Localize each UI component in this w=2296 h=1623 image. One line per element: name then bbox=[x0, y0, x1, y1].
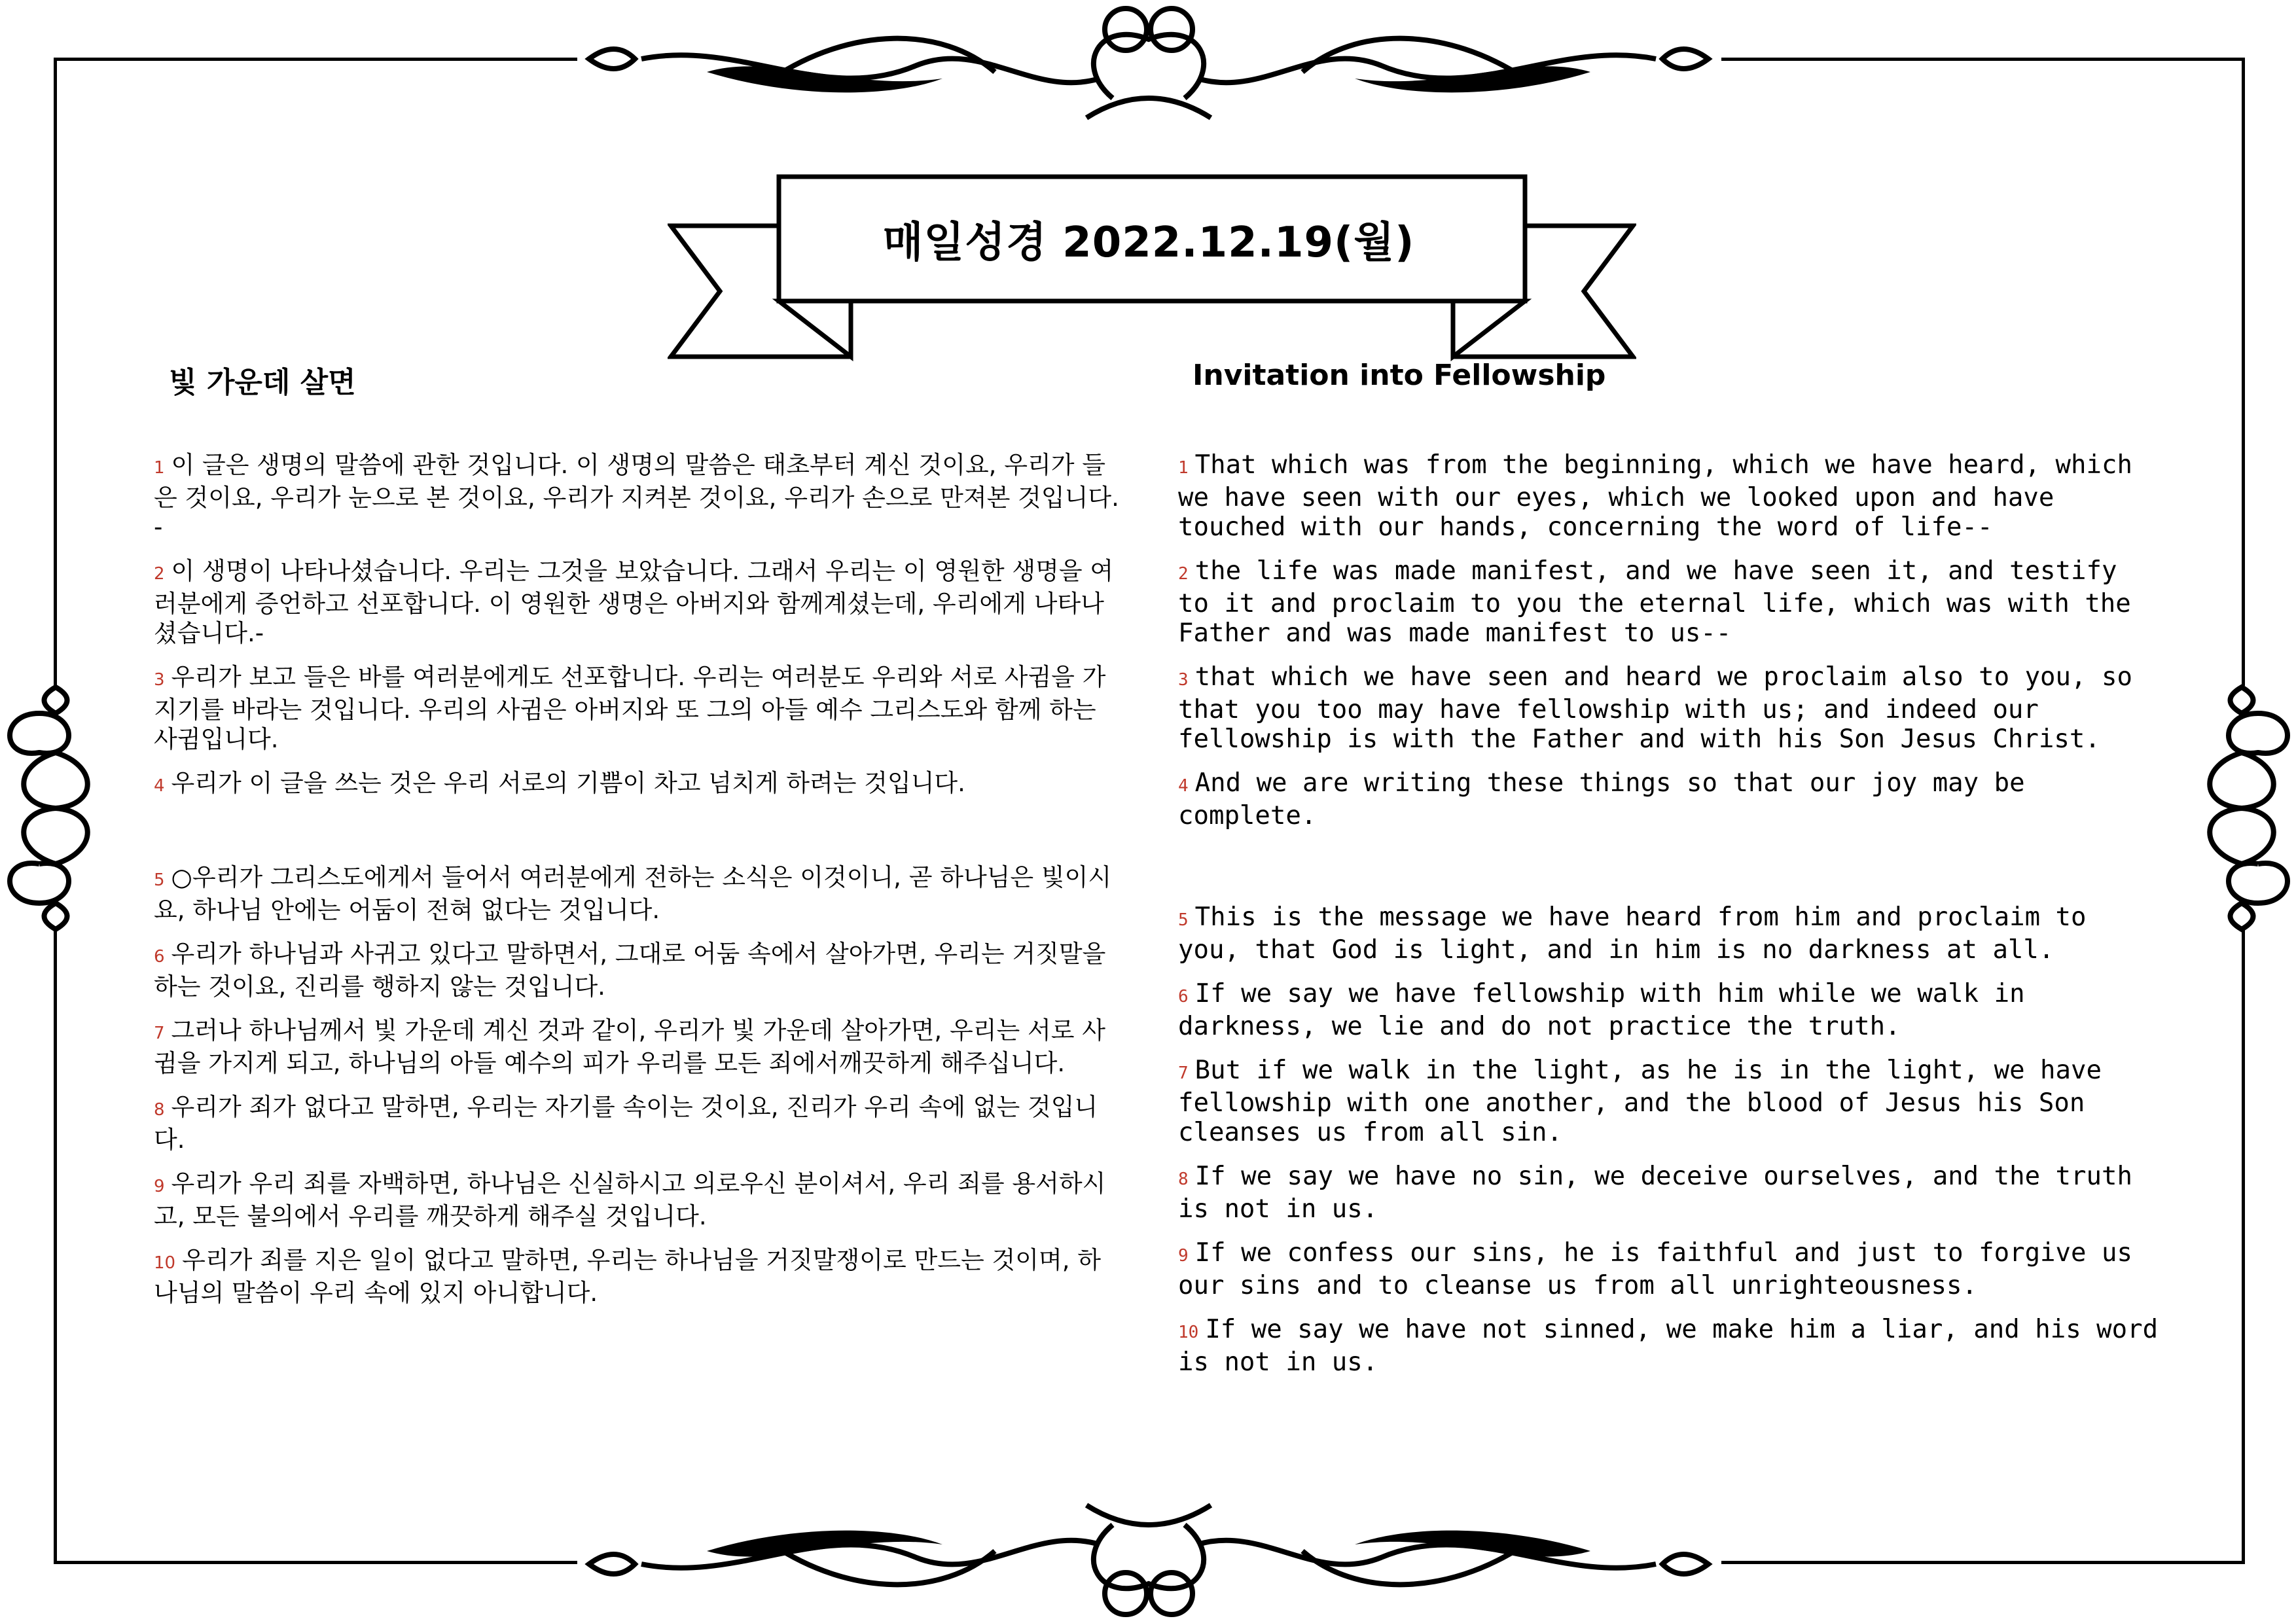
verse-text: If we say we have no sin, we deceive ourselves, and the truth is not in us. bbox=[1178, 1162, 2132, 1224]
verse-number: 4 bbox=[154, 776, 165, 796]
verse-number: 8 bbox=[1178, 1169, 1189, 1189]
verse-text: And we are writing these things so that our joy may be complete. bbox=[1178, 768, 2025, 830]
verse-number: 10 bbox=[1178, 1323, 1199, 1342]
english-verse bbox=[1178, 662, 2160, 754]
verse-text: This is the message we have heard from him and proclaim to you, that God is light, and in him is no darkness at all. bbox=[1178, 902, 2087, 965]
frame-right-top-line bbox=[2242, 58, 2245, 686]
english-verse bbox=[1178, 1315, 2160, 1377]
verse-number: 3 bbox=[154, 670, 165, 690]
verse-text: 이 글은 생명의 말씀에 관한 것입니다. 이 생명의 말씀은 태초부터 계신 것이요, 우리가 들은 것이요, 우리가 눈으로 본 것이요, 우리가 지켜본 것이요, 우리가 손으로 만져본 것입니다. - bbox=[154, 451, 1119, 541]
right-side-ornament bbox=[2186, 674, 2296, 942]
verse-text: 우리가 이 글을 쓰는 것은 우리 서로의 기쁨이 차고 넘치게 하려는 것입니다. bbox=[171, 769, 965, 797]
english-verse bbox=[1178, 902, 2160, 965]
verse-number: 3 bbox=[1178, 670, 1189, 690]
korean-section-heading: 빛 가운데 살면 bbox=[169, 366, 356, 399]
verse-text: If we say we have fellowship with him while we walk in darkness, we lie and do not practice the truth. bbox=[1178, 979, 2025, 1041]
english-verse bbox=[1178, 768, 2160, 830]
english-verse bbox=[1178, 450, 2160, 542]
frame-top-right-line bbox=[1721, 58, 2245, 61]
verse-text: 우리가 하나님과 사귀고 있다고 말하면서, 그대로 어둠 속에서 살아가면, 우리는 거짓말을 하는 것이요, 진리를 행하지 않는 것입니다. bbox=[154, 940, 1106, 1001]
korean-verse bbox=[154, 939, 1122, 1001]
page-title: 매일성경 2022.12.19(월) bbox=[882, 219, 1415, 267]
verse-text: ○우리가 그리스도에게서 들어서 여러분에게 전하는 소식은 이것이니, 곧 하나님은 빛이시요, 하나님 안에는 어둠이 전혀 없다는 것입니다. bbox=[154, 863, 1112, 924]
verse-number: 7 bbox=[154, 1024, 165, 1043]
verse-text: 이 생명이 나타나셨습니다. 우리는 그것을 보았습니다. 그래서 우리는 이 영원한 생명을 여러분에게 증언하고 선포합니다. 이 영원한 생명은 아버지와 함께계셨는데, 우리에게 나타나셨습니다.- bbox=[154, 557, 1114, 647]
verse-number: 7 bbox=[1178, 1063, 1189, 1083]
verse-number: 9 bbox=[1178, 1246, 1189, 1266]
verse-text: 우리가 우리 죄를 자백하면, 하나님은 신실하시고 의로우신 분이셔서, 우리 죄를 용서하시고, 모든 불의에서 우리를 깨끗하게 해주실 것입니다. bbox=[154, 1169, 1106, 1230]
frame-left-top-line bbox=[54, 58, 57, 686]
korean-scripture-column bbox=[154, 450, 1122, 1322]
top-scroll-ornament bbox=[576, 0, 1721, 131]
verse-number: 1 bbox=[154, 458, 165, 478]
frame-top-left-line bbox=[54, 58, 577, 61]
verse-number: 6 bbox=[154, 947, 165, 967]
frame-right-bottom-line bbox=[2242, 929, 2245, 1564]
korean-verse bbox=[154, 1016, 1122, 1078]
left-side-ornament bbox=[0, 674, 111, 942]
verse-number: 10 bbox=[154, 1253, 176, 1273]
frame-left-bottom-line bbox=[54, 929, 57, 1564]
korean-verse bbox=[154, 863, 1122, 925]
verse-number: 9 bbox=[154, 1177, 165, 1196]
english-verse bbox=[1178, 979, 2160, 1041]
verse-text: that which we have seen and heard we proclaim also to you, so that you too may have fellowship with us; and indeed our fellowship is with the Father and with his Son Jesus Christ. bbox=[1178, 662, 2132, 754]
verse-number: 1 bbox=[1178, 458, 1189, 478]
verse-text: If we confess our sins, he is faithful and just to forgive us our sins and to cleanse us from all unrighteousness. bbox=[1178, 1238, 2132, 1300]
english-verse bbox=[1178, 1162, 2160, 1224]
verse-text: 우리가 죄를 지은 일이 없다고 말하면, 우리는 하나님을 거짓말쟁이로 만드는 것이며, 하나님의 말씀이 우리 속에 있지 아니합니다. bbox=[154, 1246, 1101, 1307]
verse-text: 우리가 죄가 없다고 말하면, 우리는 자기를 속이는 것이요, 진리가 우리 속에 없는 것입니다. bbox=[154, 1093, 1098, 1154]
verse-number: 2 bbox=[1178, 564, 1189, 584]
english-verse bbox=[1178, 556, 2160, 648]
korean-verse bbox=[154, 1092, 1122, 1154]
verse-number: 6 bbox=[1178, 987, 1189, 1007]
verse-number: 2 bbox=[154, 564, 165, 584]
verse-number: 5 bbox=[1178, 910, 1189, 930]
verse-number: 5 bbox=[154, 870, 165, 890]
korean-verse bbox=[154, 450, 1122, 542]
korean-verse bbox=[154, 768, 1122, 801]
verse-text: But if we walk in the light, as he is in the light, we have fellowship with one another, and the blood of Jesus his Son cleanses us from all sin. bbox=[1178, 1056, 2102, 1147]
verse-text: If we say we have not sinned, we make him a liar, and his word is not in us. bbox=[1178, 1315, 2159, 1377]
korean-verse bbox=[154, 1245, 1122, 1308]
korean-verse bbox=[154, 556, 1122, 648]
english-scripture-column bbox=[1178, 450, 2160, 1391]
english-section-heading: Invitation into Fellowship bbox=[1193, 359, 1606, 392]
verse-text: That which was from the beginning, which we have heard, which we have seen with our eyes, which we looked upon and have touched with our hands, concerning the word of life-- bbox=[1178, 450, 2132, 542]
verse-text: 그러나 하나님께서 빛 가운데 계신 것과 같이, 우리가 빛 가운데 살아가면, 우리는 서로 사귐을 가지게 되고, 하나님의 아들 예수의 피가 우리를 모든 죄에서깨끗하게 해주십니다. bbox=[154, 1016, 1105, 1077]
verse-text: the life was made manifest, and we have seen it, and testify to it and proclaim to you the eternal life, which was with the Father and was made manifest to us-- bbox=[1178, 556, 2131, 648]
english-verse bbox=[1178, 1238, 2160, 1300]
english-verse bbox=[1178, 1056, 2160, 1147]
frame-bottom-right-line bbox=[1721, 1561, 2245, 1564]
verse-text: 우리가 보고 들은 바를 여러분에게도 선포합니다. 우리는 여러분도 우리와 서로 사귐을 가지기를 바라는 것입니다. 우리의 사귐은 아버지와 또 그의 아들 예수 그리스도와 함께 하는 사귐입니다. bbox=[154, 663, 1106, 753]
korean-verse bbox=[154, 662, 1122, 754]
korean-verse bbox=[154, 1169, 1122, 1231]
frame-bottom-left-line bbox=[54, 1561, 577, 1564]
verse-number: 8 bbox=[154, 1100, 165, 1120]
verse-number: 4 bbox=[1178, 776, 1189, 796]
bottom-scroll-ornament bbox=[576, 1492, 1721, 1623]
